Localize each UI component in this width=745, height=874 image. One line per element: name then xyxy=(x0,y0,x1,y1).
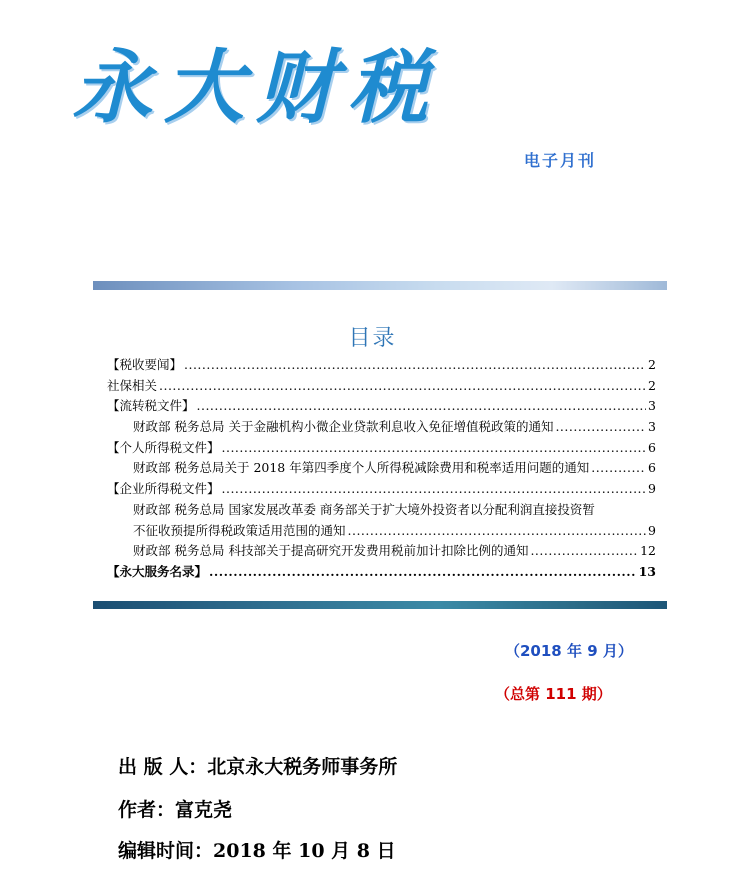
toc-entry[interactable] xyxy=(107,417,656,438)
issue-number: （总第 111 期） xyxy=(495,685,612,703)
toc-leader-dots xyxy=(209,564,637,579)
toc-entry-page: 9 xyxy=(648,481,656,497)
toc-entry[interactable] xyxy=(107,355,656,376)
toc-entry-label: 【永大服务名录】 xyxy=(107,563,208,579)
toc-entry[interactable] xyxy=(107,438,656,459)
toc-entry-page: 3 xyxy=(648,398,656,414)
toc-entry-label: 不征收预提所得税政策适用范围的通知 xyxy=(133,522,346,538)
toc-entry-label: 财政部 税务总局 国家发展改革委 商务部关于扩大境外投资者以分配利润直接投资暂 xyxy=(133,501,595,517)
toc-entry[interactable] xyxy=(107,500,656,521)
toc-entry-label: 【企业所得税文件】 xyxy=(107,481,220,497)
toc-entry-label: 【个人所得税文件】 xyxy=(107,439,220,455)
toc-leader-dots xyxy=(348,523,647,538)
toc-entry-page: 2 xyxy=(648,377,656,393)
toc-leader-dots xyxy=(159,378,646,393)
toc-title: 目录 xyxy=(348,326,397,351)
toc-entry-page: 12 xyxy=(640,543,656,559)
masthead-title: 永大财税 xyxy=(72,41,440,134)
toc-leader-dots xyxy=(222,481,647,496)
toc-entry-label: 财政部 税务总局 关于金融机构小微企业贷款利息收入免征增值税政策的通知 xyxy=(133,419,554,435)
toc-entry[interactable] xyxy=(107,458,656,479)
toc-entry-label: 社保相关 xyxy=(107,377,158,393)
toc-entry-label: 财政部 税务总局 科技部关于提高研究开发费用税前加计扣除比例的通知 xyxy=(133,543,529,559)
toc-entry[interactable] xyxy=(107,562,656,583)
toc-entry[interactable] xyxy=(107,521,656,542)
toc-entry[interactable] xyxy=(107,479,656,500)
toc-entry[interactable] xyxy=(107,396,656,417)
toc-leader-dots xyxy=(197,398,647,413)
toc-leader-dots xyxy=(530,543,638,558)
toc-entry-label: 【税收要闻】 xyxy=(107,357,183,372)
toc-entry-page: 6 xyxy=(648,460,656,476)
decorative-band-top xyxy=(93,281,667,290)
masthead-subtitle: 电子月刊 xyxy=(524,151,597,170)
issue-date: （2018 年 9 月） xyxy=(505,642,633,660)
toc-leader-dots xyxy=(222,440,647,455)
author-line: 作者：富克尧 xyxy=(118,799,233,821)
toc-entry-page: 2 xyxy=(648,357,656,372)
toc-entry-page: 3 xyxy=(648,419,656,435)
toc-leader-dots xyxy=(555,419,646,434)
toc-entry[interactable] xyxy=(107,376,656,397)
toc-entry-label: 【流转税文件】 xyxy=(107,398,195,414)
edit-time-line: 编辑时间：2018 年 10 月 8 日 xyxy=(118,840,396,862)
publisher-line: 出 版 人：北京永大税务师事务所 xyxy=(118,756,398,778)
toc-entry[interactable] xyxy=(107,541,656,562)
toc-entry-label: 财政部 税务总局关于 2018 年第四季度个人所得税减除费用和税率适用问题的通知 xyxy=(133,460,590,476)
toc-entry-page: 13 xyxy=(638,563,656,579)
toc-leader-dots xyxy=(591,460,646,475)
toc-leader-dots xyxy=(184,357,646,372)
table-of-contents xyxy=(107,355,656,583)
toc-entry-page: 9 xyxy=(648,522,656,538)
decorative-band-bottom xyxy=(93,601,667,609)
toc-entry-page: 6 xyxy=(648,439,656,455)
